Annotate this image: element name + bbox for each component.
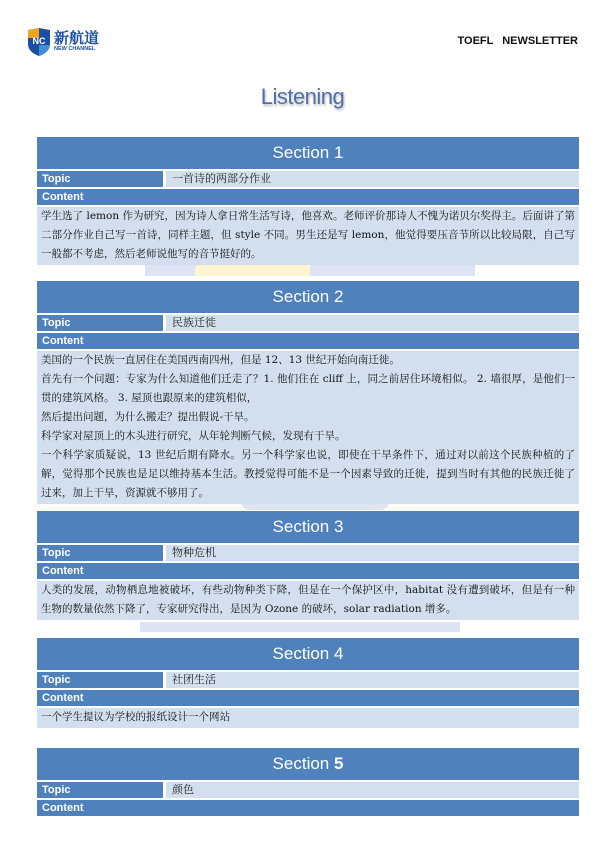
- content-paragraph: 然后提出问题，为什么搬走？提出假说-干旱。: [41, 411, 255, 423]
- section-3: [37, 511, 579, 620]
- topic-value: 物种危机: [166, 545, 579, 561]
- content-paragraph: 人类的发展，动物栖息地被破坏，有些动物种类下降，但是在一个保护区中，habitat 没有遭到破坏，但是有一种生物的数量依然下降了，专家研究得出，是因为 Ozone 的破坏，solar radiation 增多。: [41, 584, 575, 615]
- topic-label: Topic: [37, 782, 163, 798]
- content-label: Content: [37, 800, 579, 816]
- section-header: Section 5: [37, 748, 579, 780]
- section-number: 2: [333, 287, 344, 306]
- topic-label: Topic: [37, 545, 163, 561]
- section-number: 4: [333, 644, 344, 663]
- logo-chinese-name: 新航道: [54, 29, 100, 48]
- watermark-fragment: [195, 264, 310, 276]
- content-paragraph: 科学家对屋顶上的木头进行研究，从年轮判断气候，发现有干旱。: [41, 430, 346, 442]
- section-header: Section 1: [37, 137, 579, 169]
- content-paragraph: 一个科学家质疑说，13 世纪后期有降水。另一个科学家也说，即使在干旱条件下，通过对以前这个民族种植的了解，觉得那个民族也是足以维持基本生活。教授觉得可能不是一个因素导致的迁徙，提到当时有其他的民族迁徙了过来，加上干旱，资源就不够用了。: [41, 449, 575, 499]
- content-label: Content: [37, 333, 579, 349]
- section-header: Section 3: [37, 511, 579, 543]
- logo-english-name: NEW CHANNEL: [54, 46, 96, 53]
- content-paragraph: 美国的一个民族一直居住在美国西南四州，但是 12、13 世纪开始向南迁徙。: [41, 354, 400, 366]
- page-header: [0, 0, 605, 60]
- content-label: Content: [37, 690, 579, 706]
- content-label: Content: [37, 189, 579, 205]
- section-4: [37, 638, 579, 728]
- section-header: Section 4: [37, 638, 579, 670]
- section-number: 3: [333, 517, 344, 536]
- newsletter-title: TOEFL NEWSLETTER: [457, 35, 578, 47]
- page-title: Listening: [260, 84, 345, 109]
- topic-label: Topic: [37, 672, 163, 688]
- section-2: [37, 281, 579, 504]
- topic-value: 社团生活: [166, 672, 579, 688]
- section-header: Section 2: [37, 281, 579, 313]
- svg-text:NC: NC: [32, 36, 46, 46]
- content-label: Content: [37, 563, 579, 579]
- section-number: 1: [333, 143, 344, 162]
- new-channel-logo: [27, 28, 99, 56]
- topic-label: Topic: [37, 171, 163, 187]
- section-number: 5: [333, 754, 344, 773]
- content-body: [37, 581, 579, 620]
- content-body: [37, 351, 579, 504]
- topic-value: 颜色: [166, 782, 579, 798]
- content-paragraph: 一个学生提议为学校的报纸设计一个网站: [41, 711, 230, 723]
- content-paragraph: 首先有一个问题：专家为什么知道他们迁走了？1. 他们住在 cliff 上，同之前居住环境相似。 2. 墙很厚，是他们一贯的建筑风格。 3. 屋顶也跟原来的建筑相似，: [41, 373, 575, 404]
- shield-logo-icon: [27, 28, 51, 56]
- content-body: [37, 708, 579, 728]
- watermark-fragment: [140, 622, 460, 632]
- section-1: [37, 137, 579, 265]
- topic-value: 一首诗的两部分作业: [166, 171, 579, 187]
- content-body: [37, 207, 579, 265]
- content-paragraph: 学生选了 lemon 作为研究，因为诗人拿日常生活写诗，他喜欢。老师评价那诗人不愧为诺贝尔奖得主。后面讲了第二部分作业自己写一首诗，同样主题，但 style 不同。男生还是写 lemon，他觉得要压音节所以比较局限，自己写一般都不考虑，然后老师说他写的音节挺好的。: [41, 210, 575, 260]
- topic-value: 民族迁徙: [166, 315, 579, 331]
- section-5: [37, 748, 579, 816]
- topic-label: Topic: [37, 315, 163, 331]
